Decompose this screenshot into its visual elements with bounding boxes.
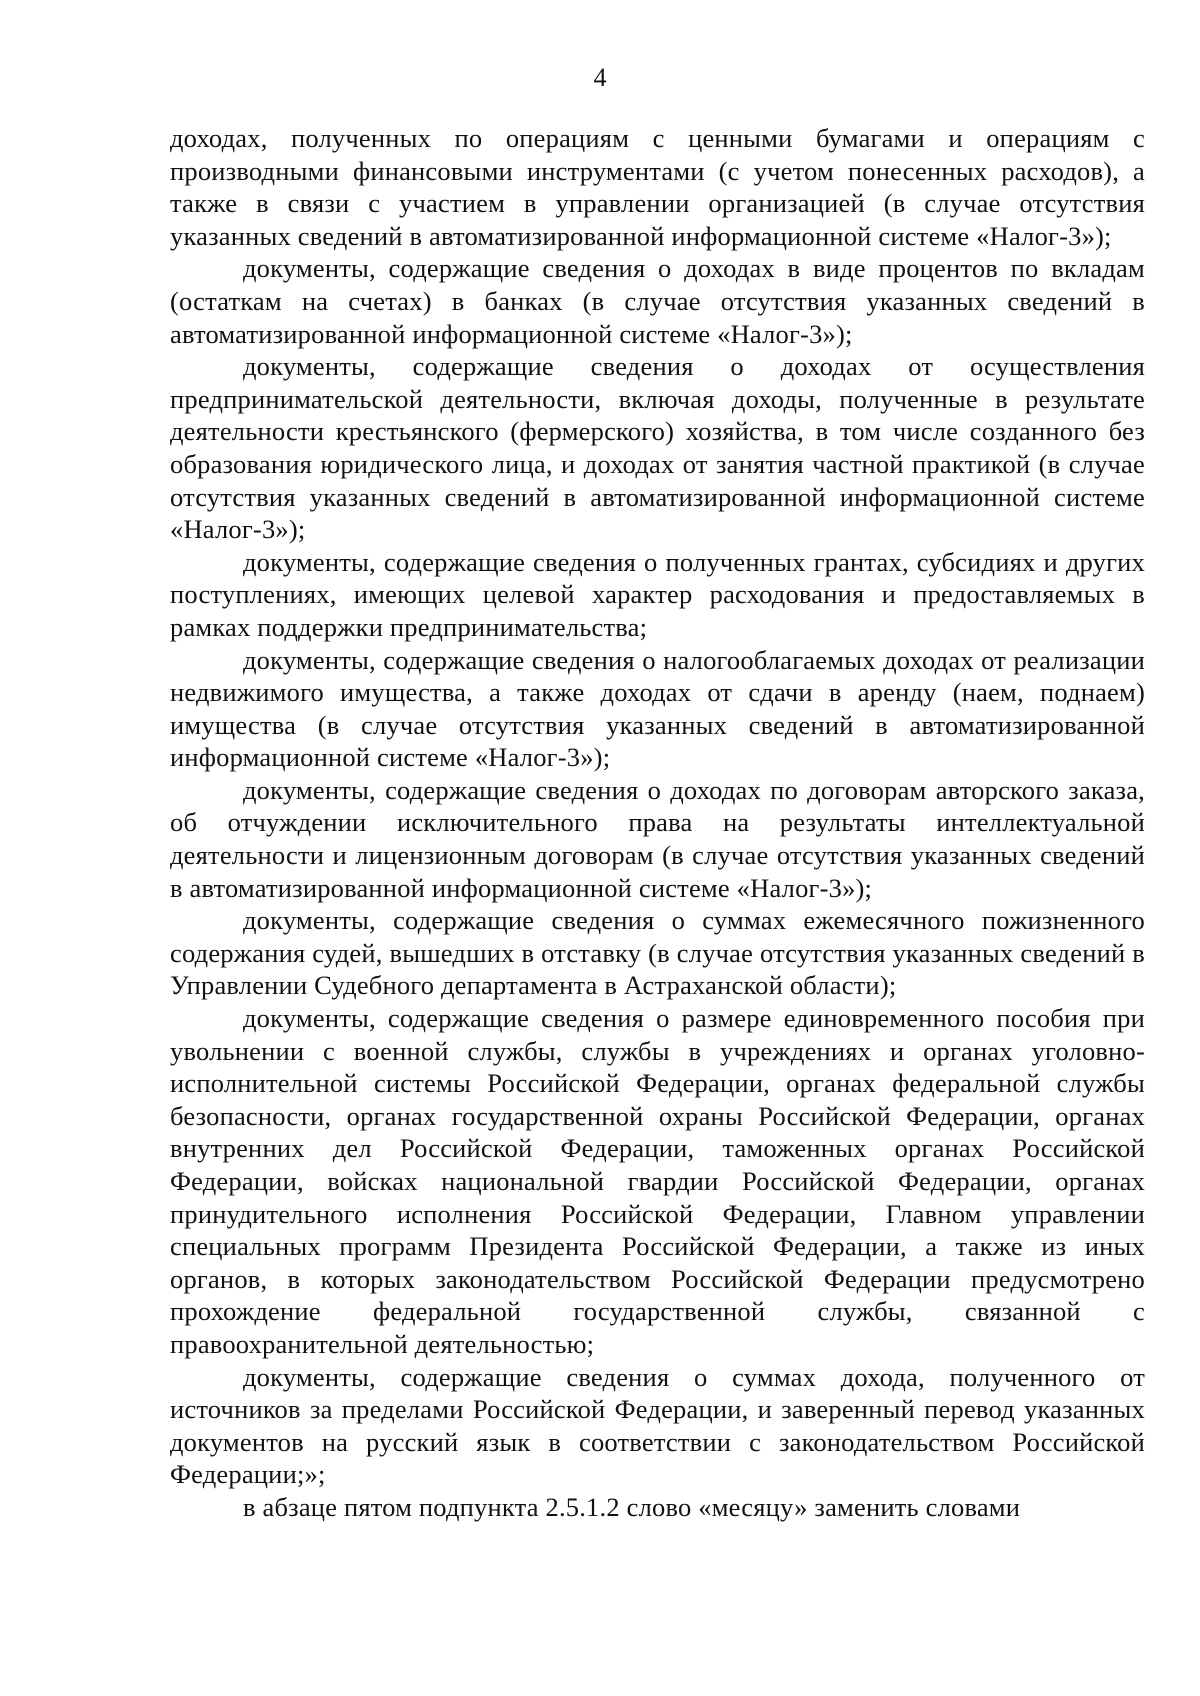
- paragraph: документы, содержащие сведения о суммах дохода, полученного от источников за пределами Российской Федерации, и заверенный перевод указанных документов на русский язык в соответствии с законодательством Российской Федерации;»;: [170, 1361, 1145, 1490]
- paragraph: документы, содержащие сведения о доходах по договорам авторского заказа, об отчуждении исключительного права на результаты интеллектуальной деятельности и лицензионным договорам (в случае отсутствия указанных сведений в автоматизированной информационной системе «Налог-3»);: [170, 774, 1145, 903]
- paragraph: документы, содержащие сведения о размере единовременного пособия при увольнении с военной службы, службы в учреждениях и органах уголовно-исполнительной системы Российской Федерации, органах федеральной службы безопасности, органах государственной охраны Российской Федерации, органах внутренних дел Российской Федерации, таможенных органах Российской Федерации, войсках национальной гвардии Российской Федерации, органах принудительного исполнения Российской Федерации, Главном управлении специальных программ Президента Российской Федерации, а также из иных органов, в которых законодательством Российской Федерации предусмотрено прохождение федеральной государственной службы, связанной с правоохранительной деятельностью;: [170, 1003, 1145, 1359]
- page-number: 4: [593, 63, 607, 92]
- paragraph: документы, содержащие сведения о доходах в виде процентов по вкладам (остаткам на счетах) в банках (в случае отсутствия указанных сведений в автоматизированной информационной системе «Налог-3»);: [170, 253, 1145, 349]
- paragraph: документы, содержащие сведения о полученных грантах, субсидиях и других поступлениях, имеющих целевой характер расходования и предоставляемых в рамках поддержки предпринимательства;: [170, 546, 1145, 642]
- paragraph: в абзаце пятом подпункта 2.5.1.2 слово «месяцу» заменить словами: [243, 1491, 1021, 1522]
- paragraph: документы, содержащие сведения о налогооблагаемых доходах от реализации недвижимого имущества, а также доходах от сдачи в аренду (наем, поднаем) имущества (в случае отсутствия указанных сведений в автоматизированной информационной системе «Налог-3»);: [170, 644, 1145, 773]
- paragraph: документы, содержащие сведения о суммах ежемесячного пожизненного содержания судей, вышедших в отставку (в случае отсутствия указанных сведений в Управлении Судебного департамента в Астраханской области);: [170, 905, 1145, 1001]
- paragraph: доходах, полученных по операциям с ценными бумагами и операциям с производными финансовыми инструментами (с учетом понесенных расходов), а также в связи с участием в управлении организацией (в случае отсутствия указанных сведений в автоматизированной информационной системе «Налог-3»);: [170, 123, 1145, 251]
- paragraph: документы, содержащие сведения о доходах от осуществления предпринимательской деятельности, включая доходы, полученные в результате деятельности крестьянского (фермерского) хозяйства, в том числе созданного без образования юридического лица, и доходах от занятия частной практикой (в случае отсутствия указанных сведений в автоматизированной информационной системе «Налог-3»);: [170, 351, 1145, 545]
- document-body: [170, 122, 1145, 1524]
